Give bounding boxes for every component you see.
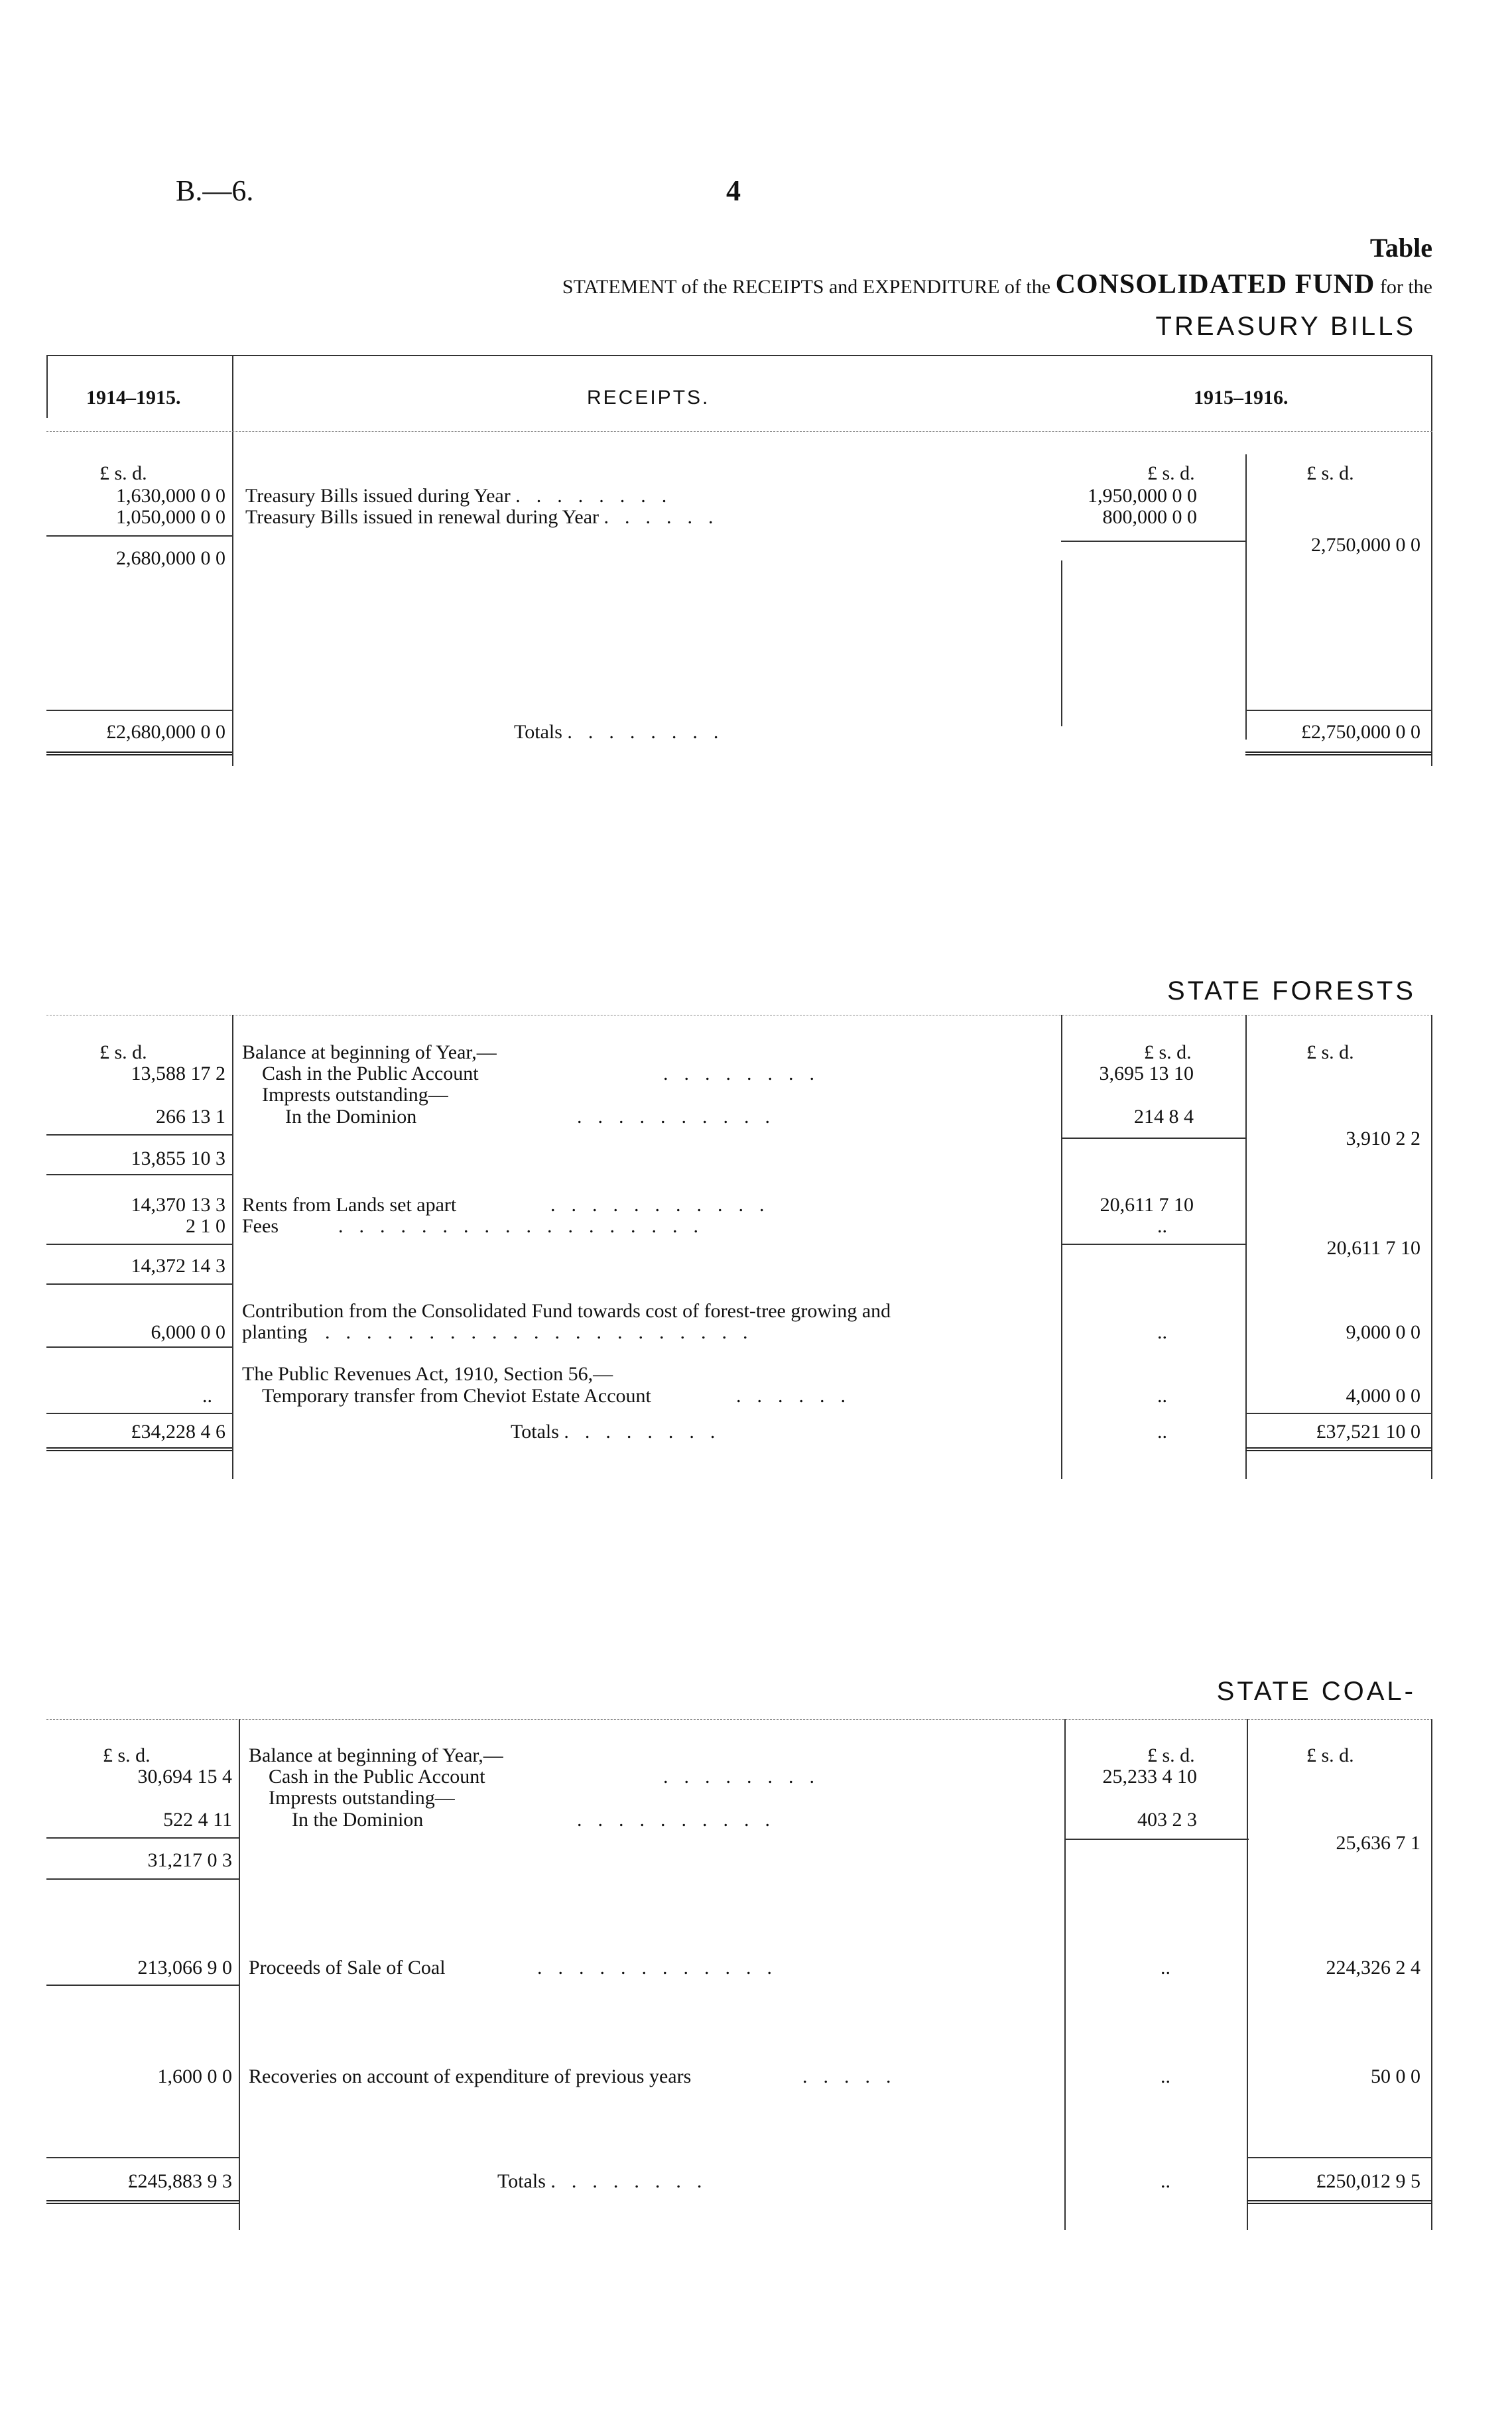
currency-header-right: £ s. d.	[1306, 1041, 1354, 1063]
contrib-label-2: planting	[242, 1321, 308, 1343]
pra-label-1: The Public Revenues Act, 1910, Section 56,—	[242, 1363, 613, 1385]
leader-dots: ..........	[577, 1809, 786, 1831]
statement-mid: of the RECEIPTS and EXPENDITURE of the	[681, 276, 1051, 298]
double-rule	[1247, 2200, 1432, 2204]
cash-label	[262, 1063, 479, 1085]
currency-header-left: £ s. d.	[99, 462, 147, 484]
treasury-bills-title: TREASURY BILLS	[1155, 312, 1416, 341]
subtotal-rule	[46, 1283, 232, 1285]
leader-dots: ......	[736, 1385, 861, 1407]
balance-right: 3,910 2 2	[1346, 1128, 1420, 1149]
currency-header-mid: £ s. d.	[1147, 462, 1195, 484]
totals-text: Totals	[514, 721, 562, 743]
cash-label: Cash in the Public Account	[269, 1766, 485, 1788]
col-rule	[1431, 1015, 1432, 1479]
currency-header-left: £ s. d.	[103, 1744, 151, 1766]
balance-heading: Balance at beginning of Year,—	[242, 1041, 497, 1063]
subtotal-rule	[46, 535, 232, 537]
dominion-label: In the Dominion	[292, 1809, 424, 1831]
imprests-label: Imprests outstanding—	[262, 1084, 448, 1106]
table-label: Table	[1369, 233, 1432, 263]
rents-subtotal-left: 14,372 14 3	[131, 1255, 225, 1277]
col-rule	[1245, 454, 1247, 740]
cash-text: Cash in the Public Account	[262, 1063, 479, 1084]
balance-subtotal-left: 31,217 0 3	[147, 1849, 232, 1871]
subtotal-rule	[1061, 1244, 1247, 1245]
subtotal-rule	[46, 1878, 239, 1880]
col-rule	[1431, 355, 1432, 766]
currency-header-mid: £ s. d.	[1144, 1041, 1192, 1063]
double-rule	[1245, 751, 1432, 755]
contrib-mid: ..	[1157, 1321, 1167, 1343]
cash-mid: 3,695 13 10	[1099, 1063, 1194, 1084]
header-rule	[46, 431, 1432, 432]
leader-dots: .....................	[325, 1321, 764, 1343]
contrib-left: 6,000 0 0	[151, 1321, 225, 1343]
currency-header-right: £ s. d.	[1306, 1744, 1354, 1766]
row-label	[245, 485, 682, 507]
mid-amount: 1,950,000 0 0	[1088, 485, 1197, 507]
balance-heading: Balance at beginning of Year,—	[249, 1744, 503, 1766]
left-total: £34,228 4 6	[131, 1421, 225, 1443]
cash-mid: 25,233 4 10	[1102, 1766, 1197, 1788]
contrib-label-1: Contribution from the Consolidated Fund towards cost of forest-tree growing and	[242, 1300, 891, 1322]
leader-dots: ..................	[338, 1215, 714, 1237]
leader-dots: ..........	[577, 1106, 786, 1128]
totals-rule	[46, 1413, 232, 1414]
col-rule	[239, 1719, 240, 2230]
totals-mid: ..	[1161, 2170, 1170, 2192]
balance-subtotal-left: 13,855 10 3	[131, 1147, 225, 1169]
fund-name: CONSOLIDATED FUND	[1055, 269, 1375, 300]
leader-dots: ........	[663, 1063, 830, 1084]
subtotal-rule	[46, 1346, 232, 1348]
contrib-right: 9,000 0 0	[1346, 1321, 1420, 1343]
row-label	[245, 506, 729, 529]
dominion-mid: 403 2 3	[1137, 1809, 1197, 1831]
state-forests-table	[46, 1015, 1432, 1479]
subtotal-rule	[1061, 1138, 1247, 1139]
double-rule	[46, 1447, 232, 1451]
leader-dots: ...........	[550, 1194, 781, 1216]
right-subtotal: 2,750,000 0 0	[1311, 534, 1420, 556]
table-top-rule	[46, 1719, 1432, 1720]
table-top-rule	[46, 355, 1432, 356]
cash-left: 30,694 15 4	[137, 1766, 232, 1788]
sale-right: 224,326 2 4	[1326, 1957, 1420, 1979]
subtotal-rule	[46, 1134, 232, 1136]
label-text: Treasury Bills issued in renewal during Year	[245, 506, 599, 528]
col-receipts-title: RECEIPTS.	[587, 387, 710, 409]
col-rule	[1064, 1719, 1066, 2230]
sale-mid: ..	[1161, 1957, 1170, 1979]
double-rule	[46, 751, 232, 755]
leader-dots: .....	[802, 2065, 907, 2087]
statement-heading	[562, 269, 1432, 300]
page-number: 4	[726, 174, 741, 207]
left-amount: 1,630,000 0 0	[116, 485, 225, 507]
pra-left: ..	[202, 1385, 212, 1407]
recov-label: Recoveries on account of expenditure of previous years	[249, 2065, 692, 2087]
leader-dots: ......	[603, 506, 729, 528]
totals-text: Totals	[511, 1421, 559, 1443]
pra-mid: ..	[1157, 1385, 1167, 1407]
totals-label: Totals ........	[514, 721, 735, 743]
left-total: £245,883 9 3	[127, 2170, 232, 2192]
pra-label-2: Temporary transfer from Cheviot Estate Account	[262, 1385, 651, 1407]
treasury-bills-table	[46, 355, 1432, 766]
rents-right: 20,611 7 10	[1326, 1237, 1420, 1259]
statement-suffix: for the	[1379, 276, 1432, 298]
recov-mid: ..	[1161, 2065, 1170, 2087]
totals-label: Totals ........	[497, 2170, 718, 2192]
currency-header-right: £ s. d.	[1306, 462, 1354, 484]
dominion-label: In the Dominion	[285, 1106, 417, 1128]
rents-label: Rents from Lands set apart	[242, 1194, 457, 1216]
col-rule	[1431, 1719, 1432, 2230]
right-total: £2,750,000 0 0	[1301, 721, 1420, 743]
col-rule	[1247, 1719, 1248, 2230]
double-rule	[46, 2200, 239, 2204]
dominion-left: 266 13 1	[156, 1106, 225, 1128]
dominion-left: 522 4 11	[163, 1809, 232, 1831]
right-total: £37,521 10 0	[1316, 1421, 1420, 1443]
totals-rule	[1245, 710, 1432, 711]
col-year-1914: 1914–1915.	[86, 387, 181, 409]
totals-text: Totals	[497, 2170, 546, 2192]
left-total: £2,680,000 0 0	[106, 721, 225, 743]
currency-header-left: £ s. d.	[99, 1041, 147, 1063]
col-rule	[1061, 1015, 1062, 1479]
totals-mid: ..	[1157, 1421, 1167, 1443]
totals-label: Totals ........	[511, 1421, 731, 1443]
sale-left: 213,066 9 0	[137, 1957, 232, 1979]
col-rule	[1061, 560, 1062, 726]
fees-left: 2 1 0	[186, 1215, 225, 1237]
recov-right: 50 0 0	[1371, 2065, 1420, 2087]
left-amount: 1,050,000 0 0	[116, 506, 225, 528]
subtotal-rule	[46, 1174, 232, 1175]
subtotal-rule	[46, 1985, 239, 1986]
imprests-label: Imprests outstanding—	[269, 1787, 455, 1809]
col-rule	[46, 355, 48, 418]
left-subtotal: 2,680,000 0 0	[116, 547, 225, 569]
label-text: Treasury Bills issued during Year	[245, 485, 511, 507]
subtotal-rule	[46, 1837, 239, 1839]
leader-dots: ............	[537, 1957, 788, 1979]
subtotal-rule	[1064, 1839, 1249, 1840]
totals-rule	[1245, 1413, 1432, 1414]
fees-label: Fees	[242, 1215, 279, 1237]
col-rule	[232, 1015, 233, 1479]
pra-right: 4,000 0 0	[1346, 1385, 1420, 1407]
rents-mid: 20,611 7 10	[1100, 1194, 1194, 1216]
state-forests-title: STATE FORESTS	[1167, 976, 1416, 1006]
rents-left: 14,370 13 3	[131, 1194, 225, 1216]
document-reference: B.—6.	[176, 174, 254, 207]
mid-amount: 800,000 0 0	[1102, 506, 1197, 528]
subtotal-rule	[46, 1244, 232, 1245]
leader-dots: ........	[515, 485, 683, 507]
col-rule	[1245, 1015, 1247, 1479]
totals-rule	[46, 710, 232, 711]
col-rule	[232, 355, 233, 766]
fees-mid: ..	[1157, 1215, 1167, 1237]
currency-header-mid: £ s. d.	[1147, 1744, 1195, 1766]
state-coal-table	[46, 1719, 1432, 2230]
totals-rule	[46, 2157, 239, 2158]
dominion-mid: 214 8 4	[1134, 1106, 1194, 1128]
sale-label: Proceeds of Sale of Coal	[249, 1957, 446, 1979]
totals-rule	[1247, 2157, 1432, 2158]
cash-left: 13,588 17 2	[131, 1063, 225, 1084]
statement-prefix: STATEMENT	[562, 276, 676, 298]
right-total: £250,012 9 5	[1316, 2170, 1420, 2192]
leader-dots: ........	[663, 1766, 830, 1788]
recov-left: 1,600 0 0	[157, 2065, 232, 2087]
state-coal-title: STATE COAL-	[1216, 1677, 1416, 1706]
col-year-1915: 1915–1916.	[1194, 387, 1289, 409]
subtotal-rule	[1061, 541, 1247, 542]
balance-right: 25,636 7 1	[1336, 1832, 1420, 1854]
double-rule	[1245, 1447, 1432, 1451]
